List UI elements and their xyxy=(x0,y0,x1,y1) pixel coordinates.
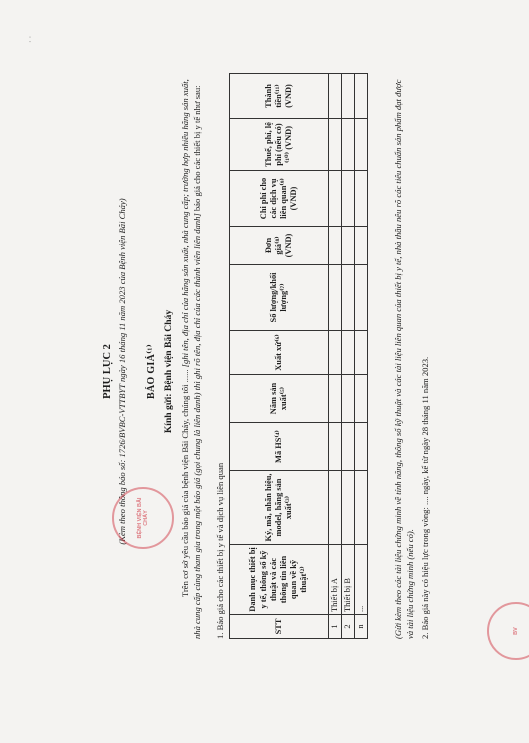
table-row xyxy=(342,74,355,639)
row-stt: 2 xyxy=(342,615,355,639)
row-item: Thiết bị B xyxy=(342,545,355,615)
header-stt: STT xyxy=(230,615,329,639)
attachment-note: (Gửi kèm theo các tài liệu chứng minh về tính năng, thông số kỹ thuật và các tài liệu liên quan của thiết bị y tế, nhà thầu nêu rõ các tiêu chuẩn sản phẩm đạt được và tài liệu chứng minh (nếu có). xyxy=(393,79,416,639)
header-quantity: Số lượng/khối lượng⁽⁷⁾ xyxy=(230,265,329,331)
intro-suffix: báo giá cho các thiết bị y tế như sau: xyxy=(192,85,203,212)
row-stt: n xyxy=(355,615,368,639)
header-hs-code: Mã HS⁽⁴⁾ xyxy=(230,423,329,471)
row-item: Thiết bị A xyxy=(329,545,342,615)
header-origin: Xuất xứ⁽⁶⁾ xyxy=(230,331,329,375)
row-item: ... xyxy=(355,545,368,615)
header-unit-price: Đơn giá⁽⁸⁾ (VND) xyxy=(230,227,329,265)
intro-prefix: Trên cơ sở yêu cầu báo giá của bệnh viện Bãi Cháy, chúng tôi ...... xyxy=(180,369,190,597)
section-2-validity: 2. Báo giá này có hiệu lực trong vòng: .... ngày, kể từ ngày 28 tháng 11 năm 2023. xyxy=(420,356,430,639)
scan-specks: · · xyxy=(26,35,35,43)
header-brand: Ký, mã, nhãn hiệu, model, hãng sản xuất⁽³⁾ xyxy=(230,471,329,545)
intro-italic: [ghi tên, địa chỉ của hãng sản xuất, nhà cung cấp; trường hợp nhiều hãng sản xuất, nhà cung cấp cùng tham gia trong một báo giá (gọi chung là liên danh) thì ghi rõ tên, địa chỉ của các thành viên liên danh] xyxy=(180,79,203,639)
recipient-line: Kính gửi: Bệnh viện Bãi Cháy xyxy=(163,309,174,434)
header-tax: Thuế, phí, lệ phí (nếu có)⁽¹⁰⁾ (VND) xyxy=(230,119,329,171)
table-row xyxy=(329,74,342,639)
red-seal-stamp: BỆNH VIỆN BÃI CHÁY xyxy=(112,487,174,549)
header-service-cost: Chi phí cho các dịch vụ liên quan⁽⁹⁾ (VND) xyxy=(230,171,329,227)
intro-paragraph xyxy=(179,79,204,639)
red-seal-stamp-edge: BV xyxy=(487,602,529,660)
row-stt: 1 xyxy=(329,615,342,639)
quotation-table xyxy=(229,73,368,639)
table-row xyxy=(355,74,368,639)
header-total: Thành tiền⁽¹¹⁾ (VND) xyxy=(230,74,329,119)
table-header-row xyxy=(230,74,329,639)
subtitle: (Kèm theo thông báo số: 1726/BVBC-VTTBYT ngày 16 tháng 11 năm 2023 của Bệnh viện Bãi Cháy) xyxy=(117,198,127,545)
appendix-title: PHỤ LỤC 2 xyxy=(102,344,113,399)
document-title: BÁO GIÁ⁽¹⁾ xyxy=(146,343,157,400)
header-item: Danh mục thiết bị y tế, thông số kỹ thuật và các thông tin liên quan về kỹ thuật⁽²⁾ xyxy=(230,545,329,615)
section-1-heading: 1. Báo giá cho các thiết bị y tế và dịch vụ liên quan xyxy=(215,462,225,639)
header-year: Năm sản xuất⁽⁵⁾ xyxy=(230,375,329,423)
